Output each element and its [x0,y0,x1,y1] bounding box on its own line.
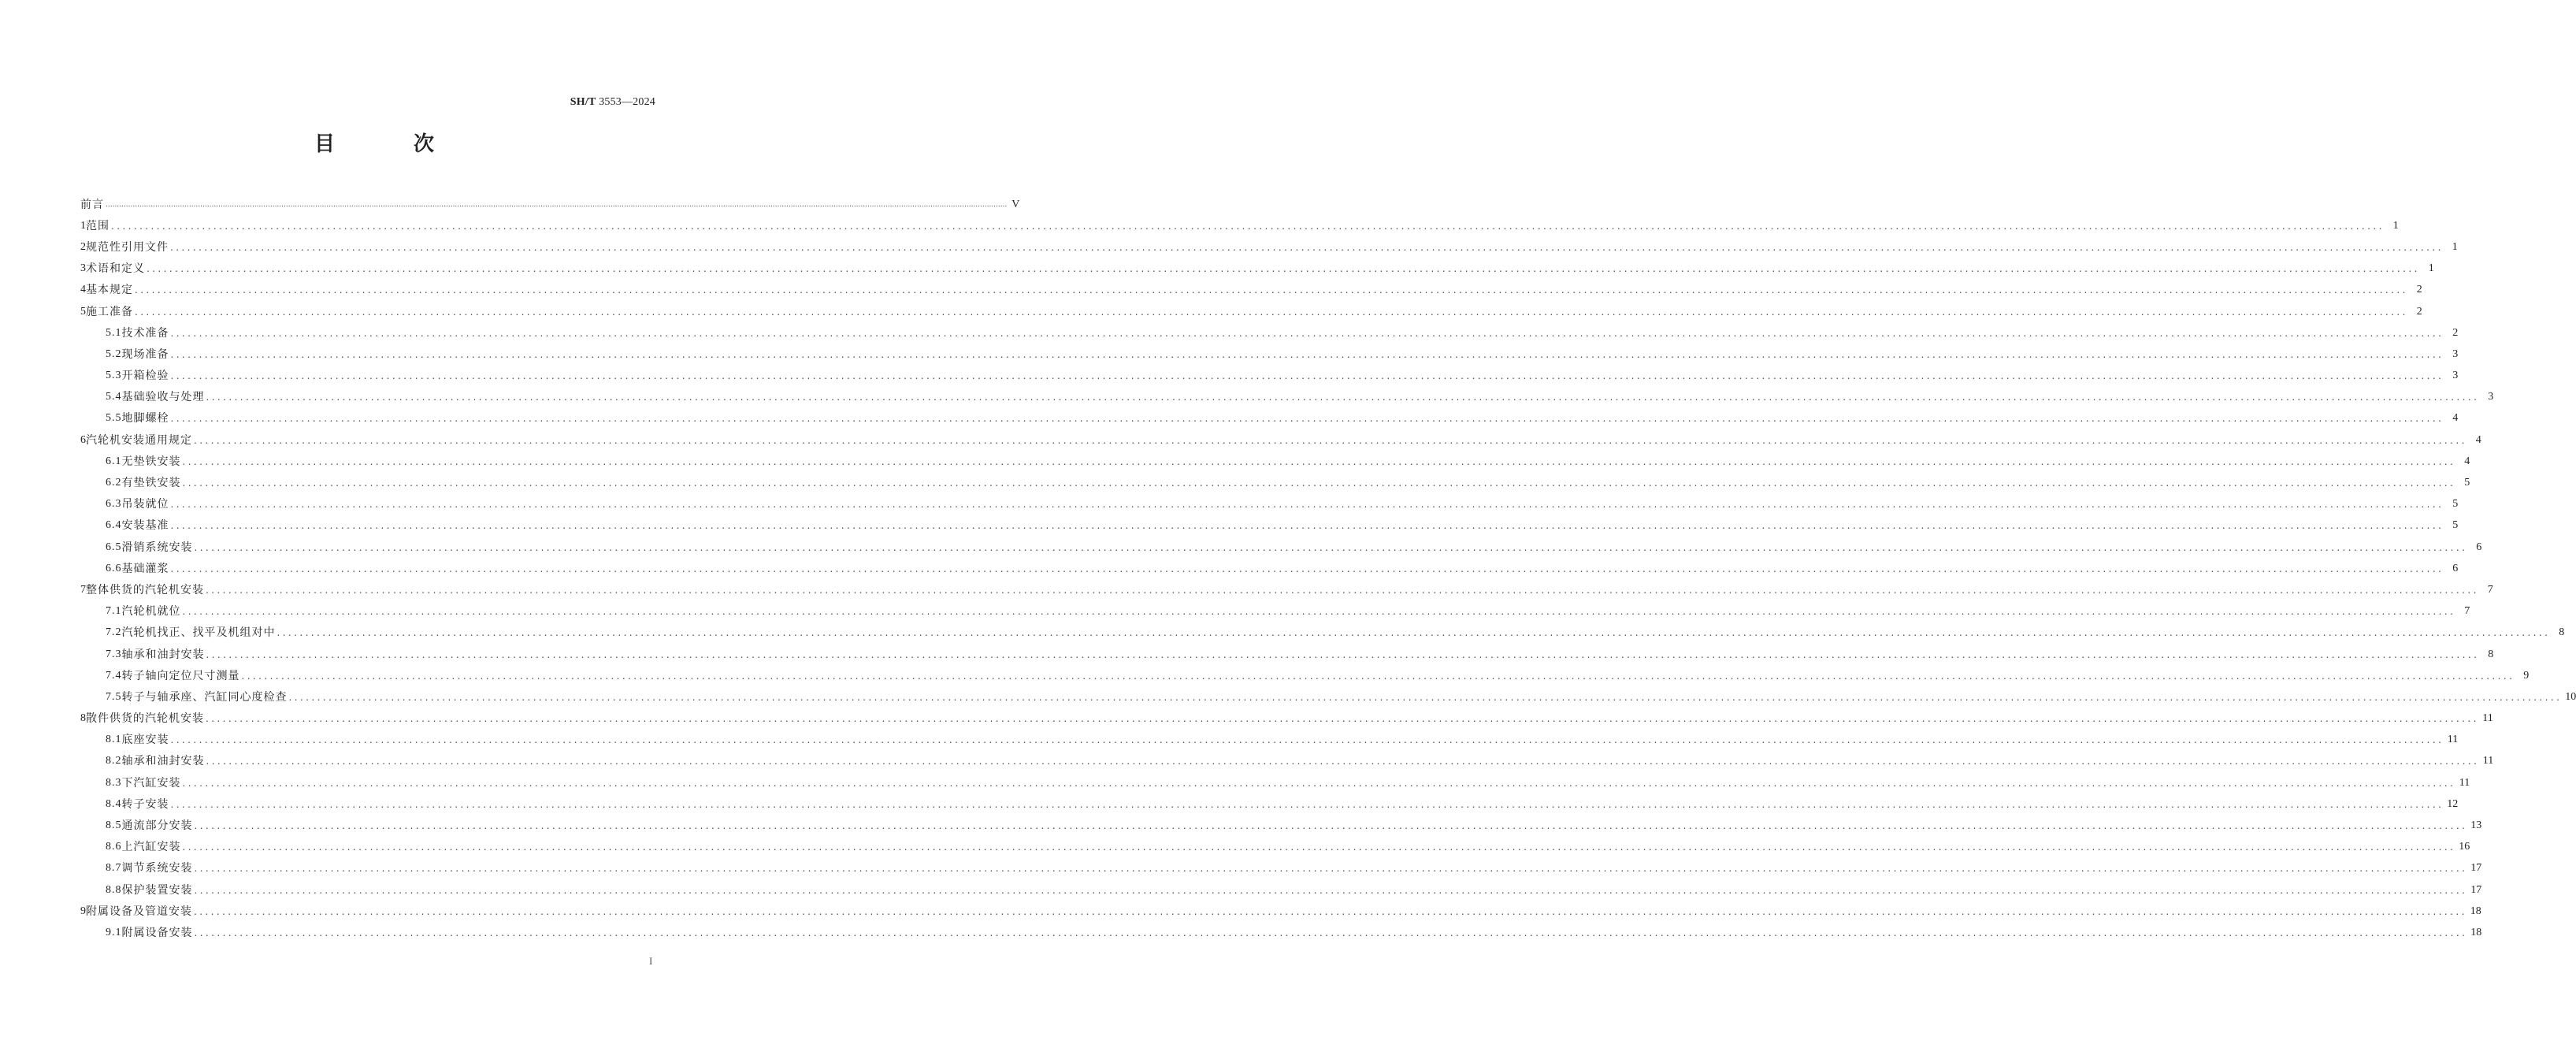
toc-entry-page: 2 [2416,284,2422,296]
toc-entry-page: 11 [2482,712,2493,725]
toc-leader-dots: ................................................................................................................................................................................................................................................................................................................................................................................................................ [182,455,2456,467]
toc-entry-label: 技术准备 [121,326,169,340]
toc-entry[interactable] [80,472,2470,493]
toc-entry[interactable] [80,387,2494,408]
toc-entry-number: 8 [80,712,86,725]
toc-entry-number: 7.4 [106,669,122,682]
toc-entry-page: 6 [2452,562,2459,574]
toc-entry-number: 6.4 [106,519,122,532]
toc-entry-label: 规范性引用文件 [86,240,169,254]
toc-leader-dots: ................................................................................................................................................................................................................................................................................................................................................................................................................ [194,884,2468,896]
page-folio: I [649,955,653,967]
toc-entry-number: 7.3 [106,648,122,660]
title-char-2: 次 [414,132,435,156]
toc-entry-number: 1 [80,219,86,232]
toc-entry[interactable] [80,772,2470,793]
toc-leader-dots: ................................................................................................................................................................................................................................................................................................................................................................................................................ [135,306,2408,318]
toc-entry-number: 8.2 [106,755,122,767]
toc-entry-page: 4 [2452,412,2459,425]
toc-leader-dots: ................................................................................................................................................................................................................................................................................................................................................................................................................ [182,842,2456,853]
toc-leader-dots: ................................................................................................................................................................................................................................................................................................................................................................................................................ [206,392,2480,403]
toc-leader-dots: ................................................................................................................................................................................................................................................................................................................................................................................................................ [111,220,2385,232]
toc-entry-label: 前言 [80,198,104,211]
toc-entry-label: 保护装置安装 [121,883,193,897]
toc-entry-page: 2 [2416,305,2422,318]
toc-entry-number: 7.1 [106,605,122,618]
toc-leader-dots: ................................................................................................................................................................................................................................................................................................................................................................................................................ [106,200,1008,209]
toc-entry-label: 转子安装 [121,797,169,811]
toc-entry[interactable] [80,879,2482,901]
toc-leader-dots: ................................................................................................................................................................................................................................................................................................................................................................................................................ [170,499,2444,511]
toc-entry-number: 5 [80,305,86,318]
title-char-1: 目 [314,132,335,156]
toc-entry-page: V [1011,198,1020,210]
toc-entry-label: 汽轮机就位 [121,605,181,619]
toc-entry-page: 18 [2470,926,2482,938]
toc-entry-label: 基础灌浆 [121,562,169,575]
toc-entry-number: 7.5 [106,690,122,703]
toc-entry-page: 2 [2452,326,2459,339]
toc-entry-page: 11 [2482,755,2494,767]
toc-entry-page: 17 [2470,883,2482,896]
toc-entry-label: 现场准备 [121,347,169,361]
toc-entry-number: 8.3 [106,776,122,789]
toc-entry-page: 1 [2392,219,2399,232]
table-of-contents [80,194,2576,944]
toc-entry-label: 无垫铁安装 [121,455,181,468]
toc-entry[interactable] [80,901,2481,922]
toc-leader-dots: ................................................................................................................................................................................................................................................................................................................................................................................................................ [194,863,2468,875]
toc-entry-page: 6 [2476,541,2482,553]
toc-entry-number: 6.5 [106,541,122,553]
toc-entry-number: 7 [80,583,86,596]
toc-entry-number: 5.1 [106,326,122,339]
toc-entry-label: 轴承和油封安装 [121,755,205,768]
toc-entry-page: 7 [2464,605,2470,618]
toc-entry-label: 汽轮机找正、找平及机组对中 [121,626,276,640]
toc-entry[interactable] [80,601,2470,622]
toc-entry[interactable] [80,366,2459,387]
toc-leader-dots: ................................................................................................................................................................................................................................................................................................................................................................................................................ [135,284,2408,296]
toc-entry-label: 转子轴向定位尺寸测量 [121,669,240,682]
toc-entry-page: 3 [2452,347,2459,360]
toc-entry[interactable] [80,280,2422,301]
toc-leader-dots: ................................................................................................................................................................................................................................................................................................................................................................................................................ [288,691,2563,703]
toc-entry-page: 4 [2464,455,2470,467]
standard-code [570,96,655,109]
toc-entry-number: 8.6 [106,841,122,853]
toc-entry-number: 8.1 [106,734,122,746]
toc-leader-dots: ................................................................................................................................................................................................................................................................................................................................................................................................................ [170,327,2444,339]
toc-entry[interactable] [80,301,2422,322]
toc-entry-page: 16 [2459,841,2470,853]
toc-entry-label: 散件供货的汽轮机安装 [86,712,204,726]
toc-entry-label: 通流部分安装 [121,819,193,833]
toc-entry[interactable] [80,644,2494,665]
toc-entry-page: 17 [2470,862,2482,875]
toc-leader-dots: ................................................................................................................................................................................................................................................................................................................................................................................................................ [147,263,2420,275]
toc-leader-dots: ................................................................................................................................................................................................................................................................................................................................................................................................................ [206,648,2480,660]
toc-entry-number: 7.2 [106,626,122,639]
toc-entry-label: 滑销系统安装 [121,541,193,554]
toc-entry-number: 6.2 [106,477,122,489]
toc-leader-dots: ................................................................................................................................................................................................................................................................................................................................................................................................................ [170,413,2444,425]
toc-entry-number: 8.7 [106,862,122,875]
toc-entry-label: 底座安装 [121,734,169,747]
toc-entry[interactable] [80,815,2482,836]
toc-leader-dots: ................................................................................................................................................................................................................................................................................................................................................................................................................ [170,798,2444,810]
toc-entry-label: 施工准备 [86,305,133,318]
toc-entry-label: 上汽缸安装 [121,841,181,854]
toc-entry-number: 9 [80,905,86,917]
toc-entry[interactable] [80,837,2470,858]
toc-entry-page: 10 [2565,690,2576,703]
toc-entry-page: 3 [2452,370,2459,382]
page-title [0,128,748,157]
toc-entry[interactable] [80,686,2576,708]
toc-leader-dots: ................................................................................................................................................................................................................................................................................................................................................................................................................ [170,734,2444,746]
toc-entry[interactable] [80,751,2494,772]
toc-leader-dots: ................................................................................................................................................................................................................................................................................................................................................................................................................ [182,777,2456,789]
toc-entry-label: 地脚螺栓 [121,412,169,425]
toc-entry[interactable] [80,258,2434,280]
toc-entry-page: 18 [2470,905,2481,917]
toc-entry[interactable] [80,515,2459,537]
toc-entry-label: 汽轮机安装通用规定 [86,433,192,447]
toc-entry-label: 整体供货的汽轮机安装 [86,583,204,596]
toc-leader-dots: ................................................................................................................................................................................................................................................................................................................................................................................................................ [170,348,2444,360]
toc-leader-dots: ................................................................................................................................................................................................................................................................................................................................................................................................................ [182,477,2456,489]
toc-entry-page: 12 [2447,797,2459,810]
toc-entry-page: 1 [2452,240,2458,253]
toc-entry[interactable] [80,579,2493,600]
toc-leader-dots: ................................................................................................................................................................................................................................................................................................................................................................................................................ [194,434,2467,446]
toc-entry-label: 调节系统安装 [121,862,193,875]
toc-entry-label: 吊装就位 [121,498,169,511]
toc-leader-dots: ................................................................................................................................................................................................................................................................................................................................................................................................................ [170,563,2444,574]
toc-entry-page: 5 [2452,519,2459,532]
toc-entry[interactable] [80,215,2399,236]
toc-entry-page: 8 [2559,626,2565,639]
toc-entry-page: 13 [2470,819,2482,832]
toc-entry-page: 3 [2488,391,2494,403]
toc-entry[interactable] [80,236,2458,258]
toc-leader-dots: ................................................................................................................................................................................................................................................................................................................................................................................................................ [206,584,2479,596]
toc-entry[interactable] [80,558,2459,579]
toc-entry-number: 8.8 [106,883,122,896]
toc-leader-dots: ................................................................................................................................................................................................................................................................................................................................................................................................................ [194,927,2468,938]
toc-entry-number: 2 [80,240,86,253]
toc-entry-label: 术语和定义 [86,262,145,276]
toc-entry[interactable] [80,451,2470,472]
toc-entry-page: 9 [2523,669,2530,682]
toc-entry-label: 轴承和油封安装 [121,648,205,661]
toc-entry-label: 转子与轴承座、汽缸同心度检查 [121,690,288,704]
toc-leader-dots: ................................................................................................................................................................................................................................................................................................................................................................................................................ [170,370,2444,382]
toc-leader-dots: ................................................................................................................................................................................................................................................................................................................................................................................................................ [206,756,2480,767]
toc-entry[interactable] [80,858,2482,879]
toc-leader-dots: ................................................................................................................................................................................................................................................................................................................................................................................................................ [194,820,2468,832]
toc-entry-page: 4 [2475,433,2481,446]
toc-entry-label: 下汽缸安装 [121,776,181,790]
toc-entry[interactable] [80,494,2459,515]
toc-entry-page: 11 [2459,776,2470,789]
toc-entry-label: 基础验收与处理 [121,391,205,404]
toc-leader-dots: ................................................................................................................................................................................................................................................................................................................................................................................................................ [241,670,2515,682]
toc-entry-number: 8.4 [106,797,122,810]
toc-entry[interactable] [80,665,2530,686]
toc-entry-page: 5 [2464,477,2470,489]
toc-entry-label: 有垫铁安装 [121,477,181,490]
toc-leader-dots: ................................................................................................................................................................................................................................................................................................................................................................................................................ [194,541,2468,553]
toc-entry-number: 6.1 [106,455,122,467]
toc-entry[interactable] [80,708,2493,730]
toc-entry[interactable] [80,344,2459,365]
toc-entry[interactable] [80,622,2565,644]
toc-entry-page: 8 [2488,648,2494,660]
toc-entry-number: 5.5 [106,412,122,425]
toc-entry-page: 1 [2428,262,2434,275]
toc-entry-page: 7 [2487,583,2493,596]
toc-entry-number: 3 [80,262,86,275]
standard-number: 3553—2024 [599,96,655,108]
toc-leader-dots: ................................................................................................................................................................................................................................................................................................................................................................................................................ [182,606,2456,618]
toc-entry[interactable] [80,408,2459,429]
toc-leader-dots: ................................................................................................................................................................................................................................................................................................................................................................................................................ [206,713,2479,725]
toc-entry[interactable] [80,429,2481,451]
toc-entry[interactable] [80,194,1020,215]
toc-entry-label: 安装基准 [121,519,169,533]
toc-leader-dots: ................................................................................................................................................................................................................................................................................................................................................................................................................ [194,905,2467,917]
toc-entry-number: 8.5 [106,819,122,832]
toc-entry-label: 附属设备安装 [121,926,193,939]
toc-entry-number: 5.2 [106,347,122,360]
toc-entry[interactable] [80,322,2459,344]
toc-entry-label: 附属设备及管道安装 [86,905,192,918]
toc-entry[interactable] [80,793,2459,815]
toc-entry[interactable] [80,922,2482,943]
toc-entry[interactable] [80,537,2482,558]
toc-entry-number: 4 [80,284,86,296]
toc-leader-dots: ................................................................................................................................................................................................................................................................................................................................................................................................................ [277,627,2551,639]
toc-leader-dots: ................................................................................................................................................................................................................................................................................................................................................................................................................ [170,241,2444,253]
toc-entry-number: 6.3 [106,498,122,511]
toc-entry-page: 5 [2452,498,2459,511]
toc-entry-label: 范围 [86,219,109,232]
toc-entry-number: 6.6 [106,562,122,574]
toc-entry-label: 开箱检验 [121,370,169,383]
toc-entry-number: 6 [80,433,86,446]
toc-entry-number: 5.4 [106,391,122,403]
toc-entry-label: 基本规定 [86,284,133,297]
toc-entry-page: 11 [2447,734,2459,746]
standard-prefix: SH/T [570,96,596,108]
toc-entry-number: 5.3 [106,370,122,382]
toc-leader-dots: ................................................................................................................................................................................................................................................................................................................................................................................................................ [170,520,2444,532]
toc-entry-number: 9.1 [106,926,122,938]
toc-entry[interactable] [80,730,2459,751]
